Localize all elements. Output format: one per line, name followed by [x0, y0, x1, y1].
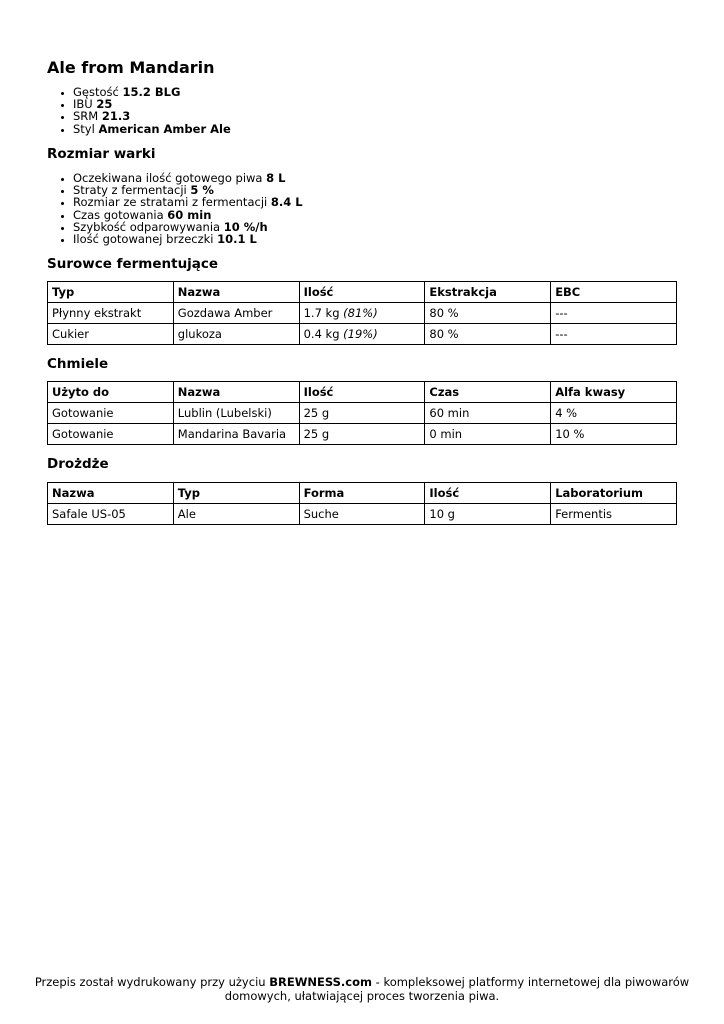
- fermentables-heading: Surowce fermentujące: [47, 256, 219, 272]
- batch-item-boil-time: • Czas gotowania 60 min: [73, 209, 303, 221]
- footer-line-1: Przepis został wydrukowany przy użyciu BREWNESS.com - kompleksowej platformy internetowej dla piwowarów: [34, 975, 690, 989]
- table-row: Płynny ekstrakt Gozdawa Amber 1.7 kg (81%) 80 % ---: [48, 303, 677, 324]
- batch-item-boil-volume: • Ilość gotowanej brzeczki 10.1 L: [73, 233, 303, 245]
- amount-cell: 0.4 kg (19%): [299, 324, 425, 345]
- brand-name: BREWNESS.com: [269, 975, 372, 989]
- recipe-title: Ale from Mandarin: [47, 58, 215, 77]
- table-header-row: Typ Nazwa Ilość Ekstrakcja EBC: [48, 282, 677, 303]
- batch-heading: Rozmiar warki: [47, 146, 156, 162]
- summary-item-srm: • SRM 21.3: [73, 110, 231, 122]
- batch-item-size-with-loss: • Rozmiar ze stratami z fermentacji 8.4 L: [73, 196, 303, 208]
- yeast-heading: Drożdże: [47, 456, 109, 472]
- summary-list: [47, 86, 231, 135]
- hops-heading: Chmiele: [47, 356, 109, 372]
- batch-list: [47, 172, 303, 245]
- summary-item-ibu: • IBU 25: [73, 98, 231, 110]
- table-row: Safale US-05 Ale Suche 10 g Fermentis: [48, 504, 677, 525]
- batch-item-fermentation-loss: • Straty z fermentacji 5 %: [73, 184, 303, 196]
- hops-table: [47, 381, 677, 445]
- table-header-row: Nazwa Typ Forma Ilość Laboratorium: [48, 483, 677, 504]
- batch-item-expected-volume: • Oczekiwana ilość gotowego piwa 8 L: [73, 172, 303, 184]
- footer-line-2: domowych, ułatwiającej proces tworzenia piwa.: [224, 988, 500, 1003]
- fermentables-table: [47, 281, 677, 345]
- yeast-table: [47, 482, 677, 525]
- table-header-row: Użyto do Nazwa Ilość Czas Alfa kwasy: [48, 382, 677, 403]
- summary-item-style: • Styl American Amber Ale: [73, 123, 231, 135]
- amount-cell: 1.7 kg (81%): [299, 303, 425, 324]
- table-row: Gotowanie Mandarina Bavaria 25 g 0 min 10 %: [48, 424, 677, 445]
- summary-item-gravity: • Gęstość 15.2 BLG: [73, 86, 231, 98]
- table-row: Gotowanie Lublin (Lubelski) 25 g 60 min 4 %: [48, 403, 677, 424]
- print-footer: [0, 976, 724, 1003]
- batch-item-evaporation: • Szybkość odparowywania 10 %/h: [73, 221, 303, 233]
- table-row: Cukier glukoza 0.4 kg (19%) 80 % ---: [48, 324, 677, 345]
